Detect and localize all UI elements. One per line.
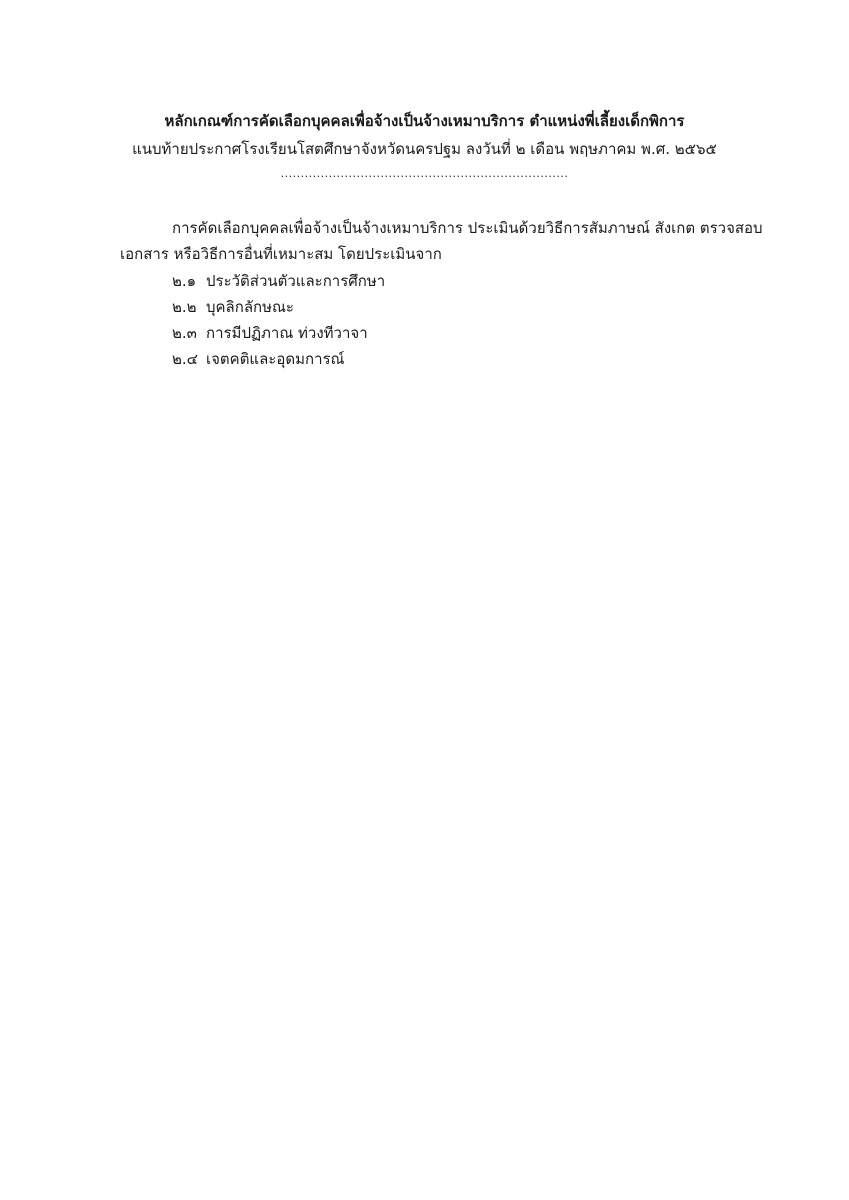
paragraph-line-2: เอกสาร หรือวิธีการอื่นที่เหมาะสม โดยประเมินจาก xyxy=(120,245,442,263)
document-subtitle: แนบท้ายประกาศโรงเรียนโสตศึกษาจังหวัดนครปฐม ลงวันที่ ๒ เดือน พฤษภาคม พ.ศ. ๒๕๖๕ xyxy=(132,140,717,158)
criteria-item xyxy=(172,268,385,294)
criteria-text: บุคลิกลักษณะ xyxy=(206,298,294,316)
criteria-text: เจตคติและอุดมการณ์ xyxy=(206,350,345,368)
dotted-separator: ........................................................................ xyxy=(280,167,569,180)
criteria-number: ๒.๓ xyxy=(172,324,197,342)
criteria-number: ๒.๒ xyxy=(172,298,197,316)
criteria-text: การมีปฏิภาณ ท่วงทีวาจา xyxy=(206,324,368,342)
criteria-number: ๒.๔ xyxy=(172,350,199,368)
criteria-list xyxy=(172,268,385,372)
criteria-number: ๒.๑ xyxy=(172,272,197,290)
criteria-item xyxy=(172,294,385,320)
criteria-text: ประวัติส่วนตัวและการศึกษา xyxy=(206,272,386,290)
criteria-item xyxy=(172,320,385,346)
document-title: หลักเกณฑ์การคัดเลือกบุคคลเพื่อจ้างเป็นจ้างเหมาบริการ ตำแหน่งพี่เลี้ยงเด็กพิการ xyxy=(164,112,685,130)
intro-paragraph xyxy=(120,215,780,267)
criteria-item xyxy=(172,346,385,372)
paragraph-line-1: การคัดเลือกบุคคลเพื่อจ้างเป็นจ้างเหมาบริการ ประเมินด้วยวิธีการสัมภาษณ์ สังเกต ตรวจสอบ xyxy=(172,219,763,237)
